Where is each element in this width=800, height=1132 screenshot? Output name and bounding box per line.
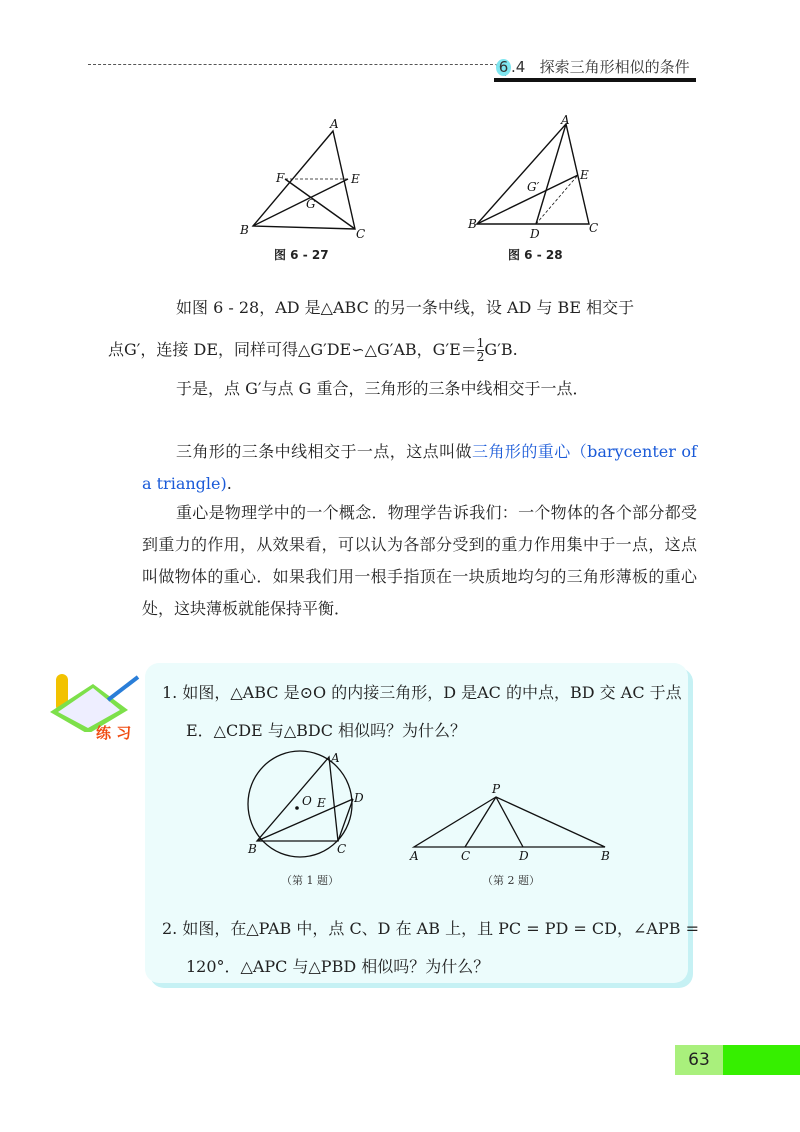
segment-cd	[338, 799, 353, 841]
segment-pc	[465, 797, 496, 847]
paragraph-conclusion: 于是，点 G′与点 G 重合，三角形的三条中线相交于一点．	[176, 379, 589, 398]
label-a: A	[410, 849, 419, 863]
label-b: B	[601, 849, 610, 863]
caption-question-2: （第 2 题）	[482, 874, 540, 887]
figure-6-28	[465, 110, 605, 245]
paragraph-physics: 重心是物理学中的一个概念．物理学告诉我们：一个物体的各个部分都受到重力的作用，从效果看，可以认为各部分受到的重力作用集中于一点，这点叫做物体的重心．如果我们用一根手指顶在一块质地均匀的三角形薄板的重心处，这块薄板就能保持平衡．	[142, 503, 697, 618]
term-english: （barycenter of a triangle)	[142, 442, 697, 493]
label-b: B	[468, 217, 477, 231]
label-e: E	[351, 172, 360, 186]
label-a: A	[561, 113, 570, 127]
label-b: B	[240, 223, 249, 237]
section-header	[496, 56, 690, 77]
center-o	[295, 806, 299, 810]
segment-de	[536, 175, 578, 224]
section-subnumber: .4	[511, 58, 526, 76]
label-b: B	[248, 842, 257, 856]
question-1: 1. 如图，△ABC 是⊙O 的内接三角形，D 是AC 的中点，BD 交 AC 于点 E．△CDE 与△BDC 相似吗？为什么？	[162, 683, 682, 740]
figure-question-2	[405, 778, 615, 863]
question-2: 2. 如图，在△PAB 中，点 C、D 在 AB 上，且 PC = PD = CD，∠APB = 120°．△APC 与△PBD 相似吗？为什么？	[162, 919, 699, 976]
triangle-abc	[253, 131, 355, 229]
median-be	[253, 179, 348, 226]
median-ad	[536, 124, 566, 224]
label-c: C	[337, 842, 347, 856]
label-e: E	[317, 796, 326, 810]
para1-line1: 如图 6 - 28，AD 是△ABC 的另一条中线，设 AD 与 BE 相交于	[176, 298, 635, 317]
header-underline	[494, 78, 696, 82]
paragraph-definition	[142, 436, 697, 500]
label-d: D	[519, 849, 529, 863]
caption-6-28: 图 6 - 28	[508, 248, 563, 262]
label-c: C	[589, 221, 599, 235]
para1-line2: 点G′，连接 DE，同样可得△G′DE∽△G′AB，G′E＝	[108, 340, 477, 359]
median-cf	[285, 179, 355, 229]
header-dashed-line	[88, 64, 493, 65]
definition-text: 三角形的三条中线相交于一点，这点叫做	[176, 442, 473, 461]
section-title: 探索三角形相似的条件	[539, 58, 690, 76]
label-o: O	[302, 794, 312, 808]
fraction-half: $\frac{1}{2}$	[476, 336, 485, 364]
page-number: 63	[675, 1045, 723, 1075]
definition-end: .	[226, 474, 232, 493]
label-c: C	[461, 849, 471, 863]
label-c: C	[356, 227, 366, 241]
paragraph-median	[108, 287, 697, 371]
caption-question-1: （第 1 题）	[281, 874, 339, 887]
label-d: D	[354, 791, 364, 805]
label-a: A	[330, 117, 339, 131]
figure-6-27	[230, 110, 380, 245]
caption-6-27: 图 6 - 27	[274, 248, 329, 262]
triangle-abc	[257, 757, 338, 841]
figure-question-1	[240, 745, 370, 865]
label-g-prime: G′	[527, 180, 540, 194]
label-a: A	[331, 751, 340, 765]
label-f: F	[276, 171, 285, 185]
triangle-abc	[477, 124, 589, 224]
practice-label: 练 习	[96, 724, 132, 742]
label-d: D	[530, 227, 540, 241]
label-g: G	[306, 197, 316, 211]
label-p: P	[492, 782, 501, 796]
page-number-bar	[675, 1045, 800, 1075]
term-barycenter: 三角形的重心	[472, 442, 571, 461]
section-number: 6	[496, 59, 511, 76]
segment-pd	[496, 797, 523, 847]
para1-line2-end: G′B.	[484, 340, 518, 359]
practice-icon	[48, 672, 143, 752]
label-e: E	[580, 168, 589, 182]
